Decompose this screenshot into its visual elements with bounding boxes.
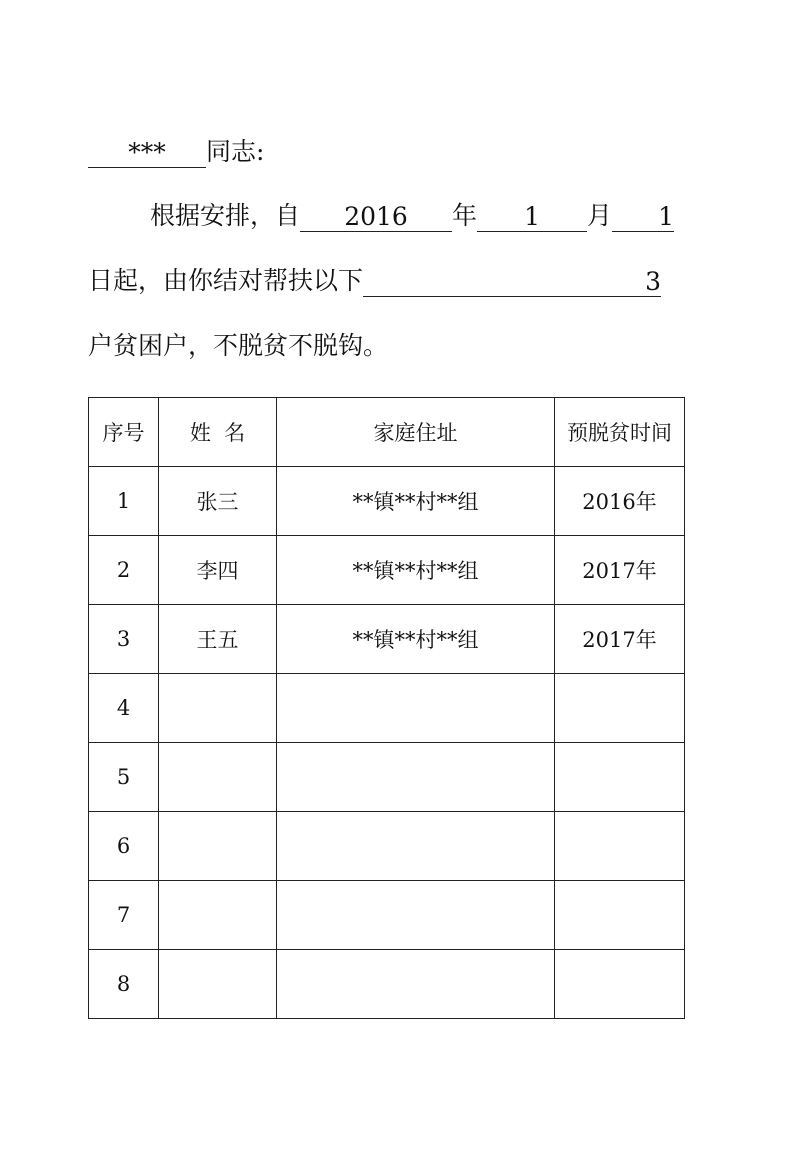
- cell-address: [277, 950, 555, 1019]
- table-row: [89, 467, 685, 536]
- cell-address: [277, 674, 555, 743]
- cell-name: [159, 950, 277, 1019]
- cell-time: [555, 743, 685, 812]
- cell-name: 王五: [159, 605, 277, 674]
- table-row: [89, 743, 685, 812]
- cell-no: 1: [89, 467, 159, 536]
- day-value: 1: [658, 202, 675, 231]
- cell-no: 2: [89, 536, 159, 605]
- table-row: [89, 605, 685, 674]
- header-no: 序号: [89, 398, 159, 467]
- body-line-3: [88, 330, 388, 362]
- cell-no: 4: [89, 674, 159, 743]
- cell-name: 李四: [159, 536, 277, 605]
- cell-address: [277, 881, 555, 950]
- cell-time: [555, 950, 685, 1019]
- cell-no: 8: [89, 950, 159, 1019]
- body-text-1: 根据安排，自: [150, 201, 301, 230]
- cell-no: 6: [89, 812, 159, 881]
- count-blank: [363, 266, 661, 297]
- cell-no: 3: [89, 605, 159, 674]
- cell-address: [277, 743, 555, 812]
- cell-address: [277, 812, 555, 881]
- cell-time: 2017年: [555, 536, 685, 605]
- cell-name: [159, 881, 277, 950]
- year-unit: 年: [452, 201, 478, 230]
- header-name: 姓 名: [159, 398, 277, 467]
- table-row: [89, 674, 685, 743]
- salutation-line: [88, 136, 264, 168]
- cell-time: 2017年: [555, 605, 685, 674]
- name-blank: [88, 137, 206, 168]
- cell-address: **镇**村**组: [277, 536, 555, 605]
- table-row: [89, 536, 685, 605]
- body-line-1: [150, 200, 674, 232]
- cell-no: 5: [89, 743, 159, 812]
- header-time: 预脱贫时间: [555, 398, 685, 467]
- table-row: [89, 881, 685, 950]
- table-row: [89, 812, 685, 881]
- recipient-name: ***: [128, 138, 166, 167]
- cell-time: 2016年: [555, 467, 685, 536]
- cell-address: **镇**村**组: [277, 605, 555, 674]
- cell-no: 7: [89, 881, 159, 950]
- month-unit: 月: [587, 201, 613, 230]
- cell-time: [555, 881, 685, 950]
- salutation-suffix: 同志:: [206, 137, 265, 166]
- year-blank: [300, 201, 452, 232]
- year-value: 2016: [344, 202, 408, 231]
- cell-name: 张三: [159, 467, 277, 536]
- cell-address: **镇**村**组: [277, 467, 555, 536]
- day-blank: [612, 201, 674, 232]
- assistance-table: [88, 397, 685, 1019]
- body-text-3: 户贫困户，不脱贫不脱钩。: [88, 331, 389, 360]
- cell-time: [555, 812, 685, 881]
- body-text-2: 日起，由你结对帮扶以下: [88, 266, 364, 295]
- month-value: 1: [524, 202, 540, 231]
- table-row: [89, 950, 685, 1019]
- cell-name: [159, 812, 277, 881]
- table-header-row: [89, 398, 685, 467]
- body-line-2: [88, 265, 661, 297]
- cell-name: [159, 743, 277, 812]
- cell-name: [159, 674, 277, 743]
- header-address: 家庭住址: [277, 398, 555, 467]
- cell-time: [555, 674, 685, 743]
- count-value: 3: [645, 267, 662, 296]
- month-blank: [477, 201, 587, 232]
